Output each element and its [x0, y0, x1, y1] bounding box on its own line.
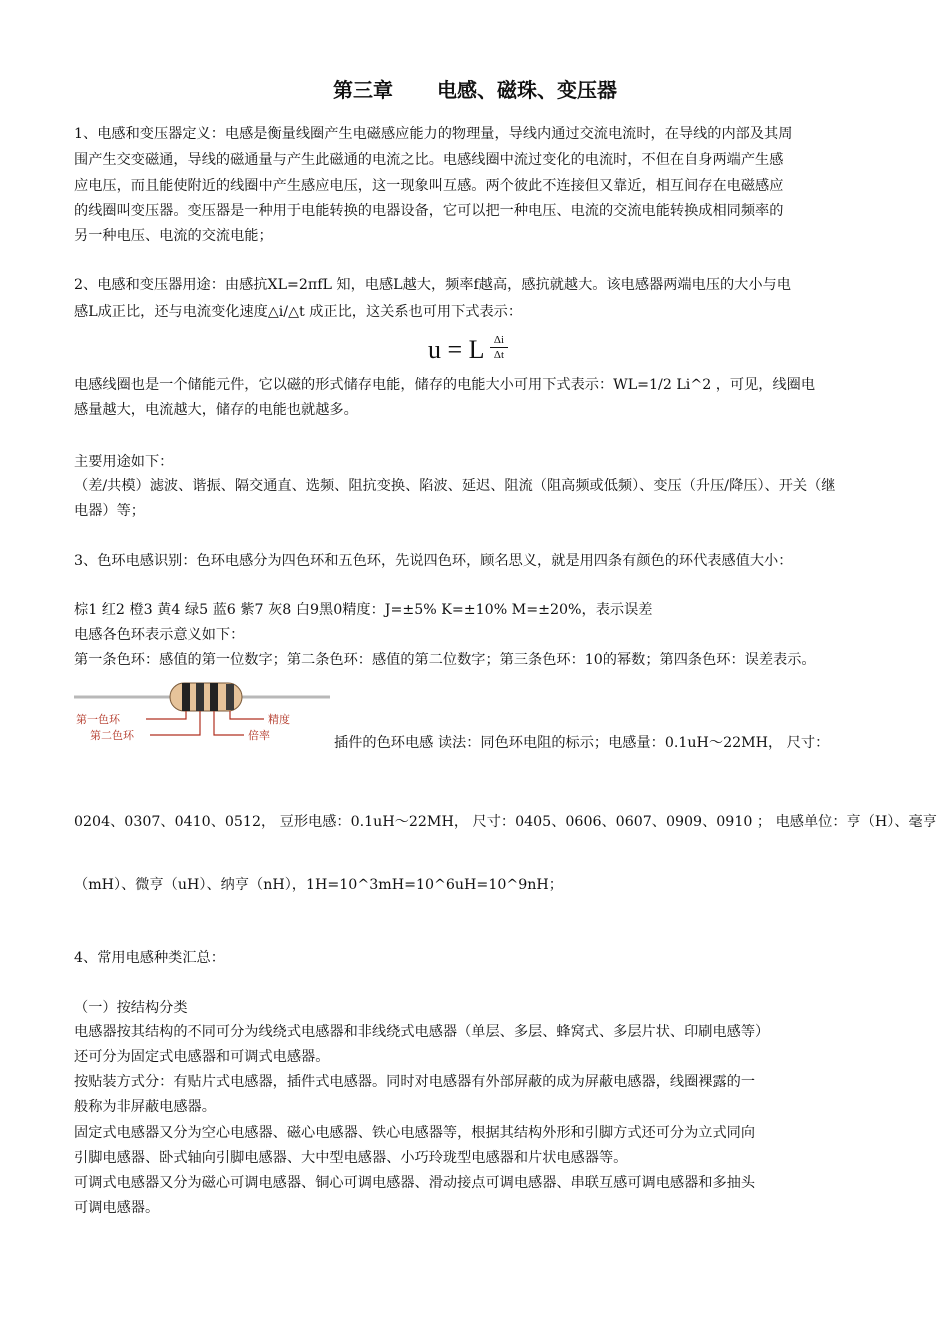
color-ring-inductor-diagram [74, 677, 330, 747]
label-first-ring: 第一色环 [76, 713, 120, 726]
para-line: 应电压，而且能使附近的线圈中产生感应电压，这一现象叫互感。两个彼此不连接但又靠近，相互间存在电磁感应 [74, 178, 784, 194]
para-line: 按贴装方式分：有贴片式电感器，插件式电感器。同时对电感器有外部屏蔽的成为屏蔽电感器，线圈裸露的一 [74, 1074, 756, 1090]
para-line: 2、电感和变压器用途：由感抗XL=2πfL 知，电感L越大，频率f越高，感抗就越大。该电感器两端电压的大小与电 [74, 277, 791, 293]
para-line: 4、常用电感种类汇总： [74, 950, 225, 966]
para-line: （mH）、微亨（uH）、纳亨（nH），1H=10^3mH=10^6uH=10^9nH； [74, 877, 563, 893]
para-line: 电感器按其结构的不同可分为线绕式电感器和非线绕式电感器（单层、多层、蜂窝式、多层片状、印刷电感等） [74, 1024, 770, 1040]
para-line: 电器）等； [74, 503, 145, 519]
para-line: 另一种电压、电流的交流电能； [74, 228, 273, 244]
para-line: 插件的色环电感 读法：同色环电阻的标示；电感量：0.1uH～22MH， 尺寸： [334, 735, 830, 751]
inductance-formula [428, 333, 512, 367]
para-line: 围产生交变磁通，导线的磁通量与产生此磁通的电流之比。电感线圈中流过变化的电流时，不但在自身两端产生感 [74, 152, 784, 168]
para-line: 棕1 红2 橙3 黄4 绿5 蓝6 紫7 灰8 白9黑0精度：J=±5% K=±10% M=±20%，表示误差 [74, 602, 653, 618]
para-line: （差/共模）滤波、谐振、隔交通直、选频、阻抗变换、陷波、延迟、阻流（阻高频或低频）、变压（升压/降压）、开关（继 [74, 478, 836, 494]
para-line: 第一条色环：感值的第一位数字；第二条色环：感值的第二位数字；第三条色环：10的幂数；第四条色环：误差表示。 [74, 652, 816, 668]
label-second-ring: 第二色环 [90, 729, 134, 742]
para-line: 0204、0307、0410、0512， 豆形电感：0.1uH～22MH， 尺寸：0405、0606、0607、0909、0910 ； 电感单位：亨（H）、毫亨 [74, 814, 937, 830]
para-line: 还可分为固定式电感器和可调式电感器。 [74, 1049, 330, 1065]
para-line: 固定式电感器又分为空心电感器、磁心电感器、铁心电感器等，根据其结构外形和引脚方式还可分为立式同向 [74, 1125, 756, 1141]
para-line: 主要用途如下： [74, 454, 174, 470]
para-line: 感量越大，电流越大，储存的电能也就越多。 [74, 402, 358, 418]
chapter-number: 第三章 [333, 78, 393, 102]
para-line: （一）按结构分类 [74, 1000, 188, 1016]
formula-lhs: u = L [428, 335, 485, 364]
para-line: 可调式电感器又分为磁心可调电感器、铜心可调电感器、滑动接点可调电感器、串联互感可调电感器和多抽头 [74, 1175, 756, 1191]
chapter-name: 电感、磁珠、变压器 [437, 78, 617, 102]
label-tolerance: 精度 [268, 713, 290, 726]
formula-fraction [488, 333, 510, 362]
para-line: 1、电感和变压器定义：电感是衡量线圈产生电磁感应能力的物理量，导线内通过交流电流时，在导线的内部及其周 [74, 126, 793, 142]
label-multiplier: 倍率 [248, 729, 270, 742]
para-line: 电感线圈也是一个储能元件，它以磁的形式储存电能，储存的电能大小可用下式表示：WL=1/2 Li^2 ，可见，线圈电 [74, 377, 816, 393]
para-line: 电感各色环表示意义如下： [74, 627, 245, 643]
formula-denominator: Δt [493, 349, 505, 361]
para-line: 的线圈叫变压器。变压器是一种用于电能转换的电器设备，它可以把一种电压、电流的交流电能转换成相同频率的 [74, 203, 784, 219]
para-line: 般称为非屏蔽电感器。 [74, 1099, 216, 1115]
formula-numerator: Δi [493, 334, 505, 346]
para-line: 可调电感器。 [74, 1200, 160, 1216]
para-line: 引脚电感器、卧式轴向引脚电感器、大中型电感器、小巧玲珑型电感器和片状电感器等。 [74, 1150, 628, 1166]
page-title [0, 74, 950, 103]
para-line: 3、色环电感识别：色环电感分为四色环和五色环，先说四色环，顾名思义，就是用四条有颜色的环代表感值大小： [74, 553, 793, 569]
para-line: 感L成正比，还与电流变化速度△i/△t 成正比，这关系也可用下式表示： [74, 304, 523, 320]
